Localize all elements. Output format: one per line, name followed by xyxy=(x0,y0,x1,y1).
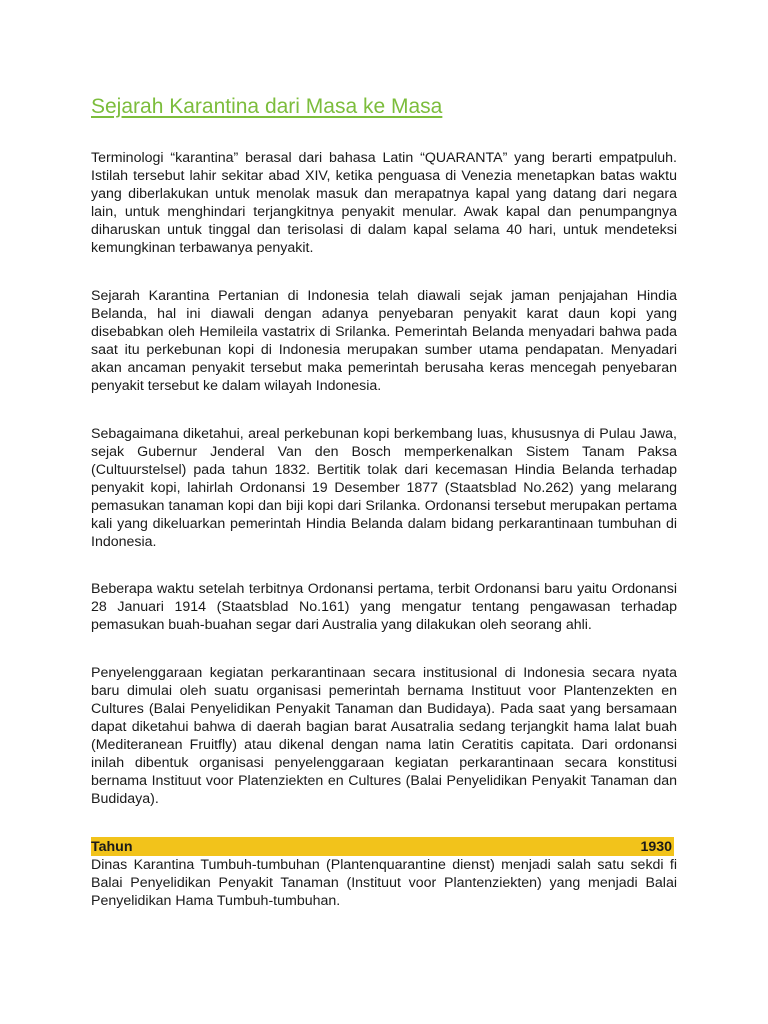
year-heading-bar xyxy=(91,837,674,856)
paragraph-history: Sejarah Karantina Pertanian di Indonesia telah diawali sejak jaman penjajahan Hindia Belanda, hal ini diawali dengan adanya penyebaran penyakit karat daun kopi yang disebabkan oleh Hemileila vastatrix di Srilanka. Pemerintah Belanda menyadari bahwa pada saat itu perkebunan kopi di Indonesia merupakan sumber utama pendapatan. Menyadari akan ancaman penyakit tersebut maka pemerintah berusaha keras mencegah penyebaran penyakit tersebut ke dalam wilayah Indonesia. xyxy=(91,288,677,394)
year-label: Tahun xyxy=(91,838,133,855)
paragraph-ordinance-1914: Beberapa waktu setelah terbitnya Ordonansi pertama, terbit Ordonansi baru yaitu Ordonansi 28 Januari 1914 (Staatsblad No.161) yang mengatur tentang pengawasan terhadap pemasukan buah-buahan segar dari Australia yang dilakukan oleh seorang ahli. xyxy=(91,581,677,633)
year-value: 1930 xyxy=(640,838,672,855)
document-page xyxy=(91,92,677,910)
paragraph-1930: Dinas Karantina Tumbuh-tumbuhan (Plantenquarantine dienst) menjadi salah satu sekdi fi Balai Penyelidikan Penyakit Tanaman (Instituut voor Plantenziekten) yang menjadi Balai Penyelidikan Hama Tumbuh-tumbuhan. xyxy=(91,857,677,909)
document-title: Sejarah Karantina dari Masa ke Masa xyxy=(91,95,443,118)
paragraph-plantation: Sebagaimana diketahui, areal perkebunan kopi berkembang luas, khususnya di Pulau Jawa, sejak Gubernur Jenderal Van den Bosch memperkenalkan Sistem Tanam Paksa (Cultuurstelsel) pada tahun 1832. Bertitik tolak dari kecemasan Hindia Belanda terhadap penyakit kopi, lahirlah Ordonansi 19 Desember 1877 (Staatsblad No.262) yang melarang pemasukan tanaman kopi dan biji kopi dari Srilanka. Ordonansi tersebut merupakan pertama kali yang dikeluarkan pemerintah Hindia Belanda dalam bidang perkarantinaan tumbuhan di Indonesia. xyxy=(91,426,677,550)
paragraph-terminology: Terminologi “karantina” berasal dari bahasa Latin “QUARANTA” yang berarti empatpuluh. Istilah tersebut lahir sekitar abad XIV, ketika penguasa di Venezia menetapkan batas waktu yang diberlakukan untuk menolak masuk dan merapatnya kapal yang datang dari negara lain, untuk menghindari terjangkitnya penyakit menular. Awak kapal dan penumpangnya diharuskan untuk tinggal dan terisolasi di dalam kapal selama 40 hari, untuk mendeteksi kemungkinan terbawanya penyakit. xyxy=(91,150,677,256)
paragraph-institutional: Penyelenggaraan kegiatan perkarantinaan secara institusional di Indonesia secara nyata baru dimulai oleh suatu organisasi pemerintah bernama Instituut voor Plantenzekten en Cultures (Balai Penyelidikan Penyakit Tanaman dan Budidaya). Pada saat yang bersamaan dapat diketahui bahwa di daerah bagian barat Ausatralia sedang terjangkit hama lalat buah (Mediteranean Fruitfly) atau dikenal dengan nama latin Ceratitis capitata. Dari ordonansi inilah dibentuk organisasi penyelenggaraan kegiatan perkarantinaan secara konstitusi bernama Instituut voor Platenziekten en Cultures (Balai Penyelidikan Penyakit Tanaman dan Budidaya). xyxy=(91,665,677,807)
